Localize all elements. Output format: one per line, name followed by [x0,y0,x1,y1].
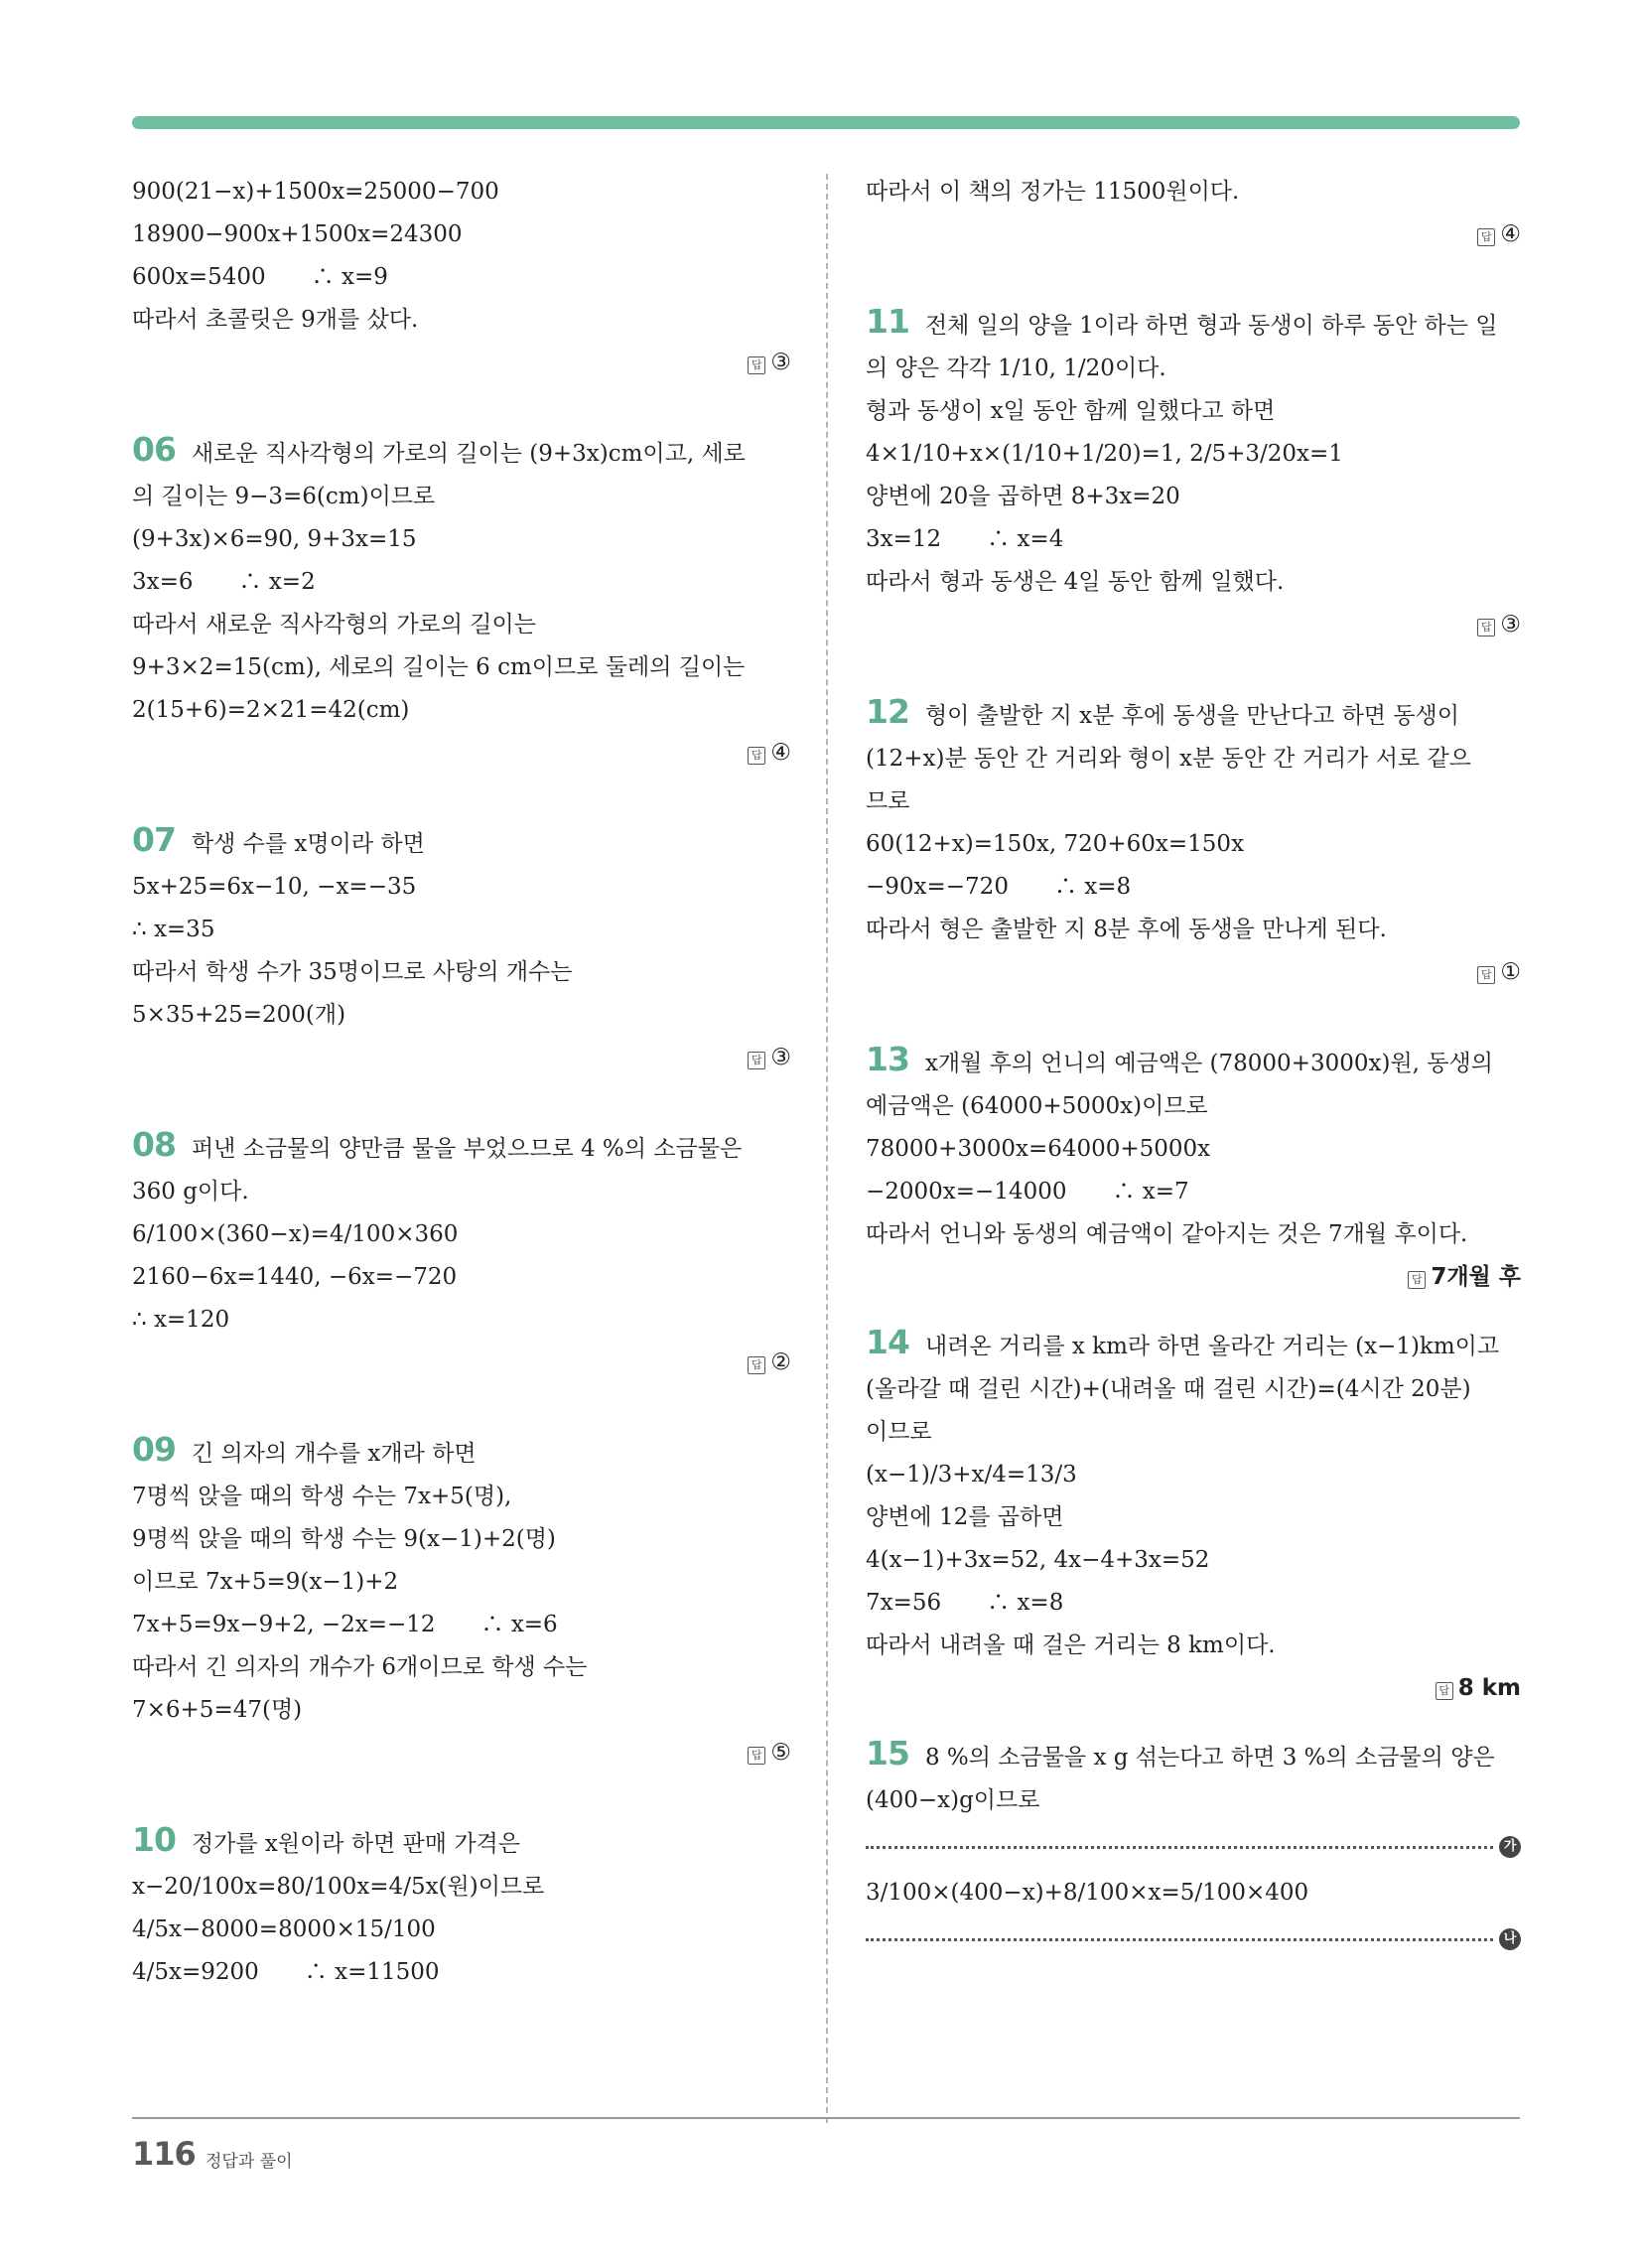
text-line: 9명씩 앉을 때의 학생 수는 9(x−1)+2(명) [132,1526,556,1552]
dotted-separator [866,1822,1521,1872]
text-line: (9+3x)×6=90, 9+3x=15 [132,526,417,552]
page-label: 정답과 풀이 [205,2152,293,2172]
text-line: 3x=12 ∴ x=4 [866,526,1064,552]
text-line: 7x=56 ∴ x=8 [866,1590,1064,1616]
problem-number: 08 [132,1125,176,1164]
answer-mark: 답 ④ [866,213,1521,256]
answer-icon: 답 [748,1052,765,1069]
text-line: 양변에 20을 곱하면 8+3x=20 [866,484,1180,509]
text-line: 2160−6x=1440, −6x=−720 [132,1264,458,1290]
text-line: 따라서 긴 의자의 개수가 6개이므로 학생 수는 [132,1654,588,1680]
text-line: 따라서 형과 동생은 4일 동안 함께 일했다. [866,569,1285,595]
text-line: −2000x=−14000 ∴ x=7 [866,1179,1189,1205]
answer-icon: 답 [1436,1682,1453,1700]
problem-10: 10 정가를 x원이라 하면 판매 가격은 x−20/100x=80/100x=4/5x(원)이므로 4/5x−8000=8000×15/100 4/5x=9200 ∴ x=11500 [132,1818,791,1994]
text-line: 의 길이는 9−3=6(cm)이므로 [132,484,436,509]
text-line: (올라갈 때 걸린 시간)+(내려올 때 걸린 시간)=(4시간 20분) [866,1376,1471,1402]
text-line: 따라서 초콜릿은 9개를 샀다. [132,307,419,333]
problem-11: 11 전체 일의 양을 1이라 하면 형과 동생이 하루 동안 하는 일 의 양은 각각 1/10, 1/20이다. 형과 동생이 x일 동안 함께 일했다고 하면 4×1/10+x×(1/10+1/20)=1, 2/5+3/20x=1 양변에 20을 곱하면 8+3x=20 3x=12 ∴ x=4 따라서 형과 동생은 4일 동안 함께 일했다. 답 ③ [866,300,1521,646]
problem-07: 07 학생 수를 x명이라 하면 5x+25=6x−10, −x=−35 ∴ x=35 따라서 학생 수가 35명이므로 사탕의 개수는 5×35+25=200(개) 답 ③ [132,818,791,1079]
text-line: 7명씩 앉을 때의 학생 수는 7x+5(명), [132,1484,512,1509]
problem-number: 13 [866,1040,909,1078]
answer-icon: 답 [748,747,765,765]
text-line: 예금액은 (64000+5000x)이므로 [866,1093,1208,1119]
text-line: 양변에 12를 곱하면 [866,1504,1064,1530]
text-line: 4(x−1)+3x=52, 4x−4+3x=52 [866,1547,1210,1573]
problem-15: 15 8 %의 소금물을 x g 섞는다고 하면 3 %의 소금물의 양은 (400−x)g이므로 가 3/100×(400−x)+8/100×x=5/100×400 나 [866,1732,1521,1964]
problem-08: 08 퍼낸 소금물의 양만큼 물을 부었으므로 4 %의 소금물은 360 g이다. 6/100×(360−x)=4/100×360 2160−6x=1440, −6x=−720 ∴ x=120 답 ② [132,1123,791,1384]
text-line: 2(15+6)=2×21=42(cm) [132,697,410,723]
answer-icon: 답 [1477,228,1495,246]
text-line: 따라서 학생 수가 35명이므로 사탕의 개수는 [132,959,573,985]
answer-icon: 답 [1477,966,1495,984]
equation-line: 6/100×(360−x)=4/100×360 [132,1221,459,1247]
text-line: (12+x)분 동안 간 거리와 형이 x분 동안 간 거리가 서로 같으 [866,746,1471,772]
text-line: 7x+5=9x−9+2, −2x=−12 ∴ x=6 [132,1612,558,1637]
mark-ga: 가 [1499,1836,1521,1858]
text-line: 따라서 형은 출발한 지 8분 후에 동생을 만나게 된다. [866,917,1387,942]
problem-number: 09 [132,1430,176,1469]
answer-mark: 답 ⑤ [132,1732,791,1774]
text-line: ∴ x=35 [132,917,215,942]
text-line: 따라서 이 책의 정가는 11500원이다. [866,179,1240,205]
text-line: 5×35+25=200(개) [132,1002,346,1028]
problem-12: 12 형이 출발한 지 x분 후에 동생을 만난다고 하면 동생이 (12+x)분 동안 간 거리와 형이 x분 동안 간 거리가 서로 같으 므로 60(12+x)=150x, 720+60x=150x −90x=−720 ∴ x=8 따라서 형은 출발한 지 8분 후에 동생을 만나게 된다. 답 ① [866,690,1521,994]
equation-line: x−20/100x=80/100x=4/5x(원)이므로 [132,1874,545,1900]
text-line: 의 양은 각각 1/10, 1/20이다. [866,355,1166,381]
page-number: 116 [132,2135,196,2173]
text-line: (400−x)g이므로 [866,1787,1040,1813]
text-line: 7×6+5=47(명) [132,1697,303,1723]
answer-icon: 답 [1477,619,1495,637]
text-line: 이므로 7x+5=9(x−1)+2 [132,1569,399,1595]
text-line: −90x=−720 ∴ x=8 [866,874,1132,900]
answer-mark: 답 ① [866,951,1521,994]
left-column [132,171,791,1994]
text-line: 9+3×2=15(cm), 세로의 길이는 6 cm이므로 둘레의 길이는 [132,654,746,680]
problem-09: 09 긴 의자의 개수를 x개라 하면 7명씩 앉을 때의 학생 수는 7x+5(명), 9명씩 앉을 때의 학생 수는 9(x−1)+2(명) 이므로 7x+5=9(x−1)+2 7x+5=9x−9+2, −2x=−12 ∴ x=6 따라서 긴 의자의 개수가 6개이므로 학생 수는 7×6+5=47(명) 답 ⑤ [132,1428,791,1774]
text-line: 따라서 내려올 때 걸은 거리는 8 km이다. [866,1632,1276,1658]
text-line: 형과 동생이 x일 동안 함께 일했다고 하면 [866,398,1276,424]
right-column [866,171,1521,1964]
equation-line: 4×1/10+x×(1/10+1/20)=1, 2/5+3/20x=1 [866,441,1343,467]
top-accent-bar [132,116,1520,129]
column-divider [826,174,828,2123]
problem-number: 15 [866,1734,909,1772]
equation-line: 4/5x−8000=8000×15/100 [132,1916,436,1942]
answer-mark: 답 7개월 후 [866,1256,1521,1299]
problem-number: 06 [132,430,176,469]
answer-mark: 답 ③ [132,342,791,384]
text-line: 이므로 [866,1419,932,1445]
problem-14: 14 내려온 거리를 x km라 하면 올라간 거리는 (x−1)km이고 (올라갈 때 걸린 시간)+(내려올 때 걸린 시간)=(4시간 20분) 이므로 (x−1)/3+x/4=13/3 양변에 12를 곱하면 4(x−1)+3x=52, 4x−4+3x=52 7x=56 ∴ x=8 따라서 내려올 때 걸은 거리는 8 km이다. 답 8 km [866,1321,1521,1710]
problem-06: 06 새로운 직사각형의 가로의 길이는 (9+3x)cm이고, 세로 의 길이는 9−3=6(cm)이므로 (9+3x)×6=90, 9+3x=15 3x=6 ∴ x=2 따라서 새로운 직사각형의 가로의 길이는 9+3×2=15(cm), 세로의 길이는 6 cm이므로 둘레의 길이는 2(15+6)=2×21=42(cm) 답 ④ [132,428,791,775]
equation-line: 3/100×(400−x)+8/100×x=5/100×400 [866,1880,1309,1906]
text-line: 므로 [866,788,910,814]
equation-line: (x−1)/3+x/4=13/3 [866,1462,1077,1488]
answer-mark: 답 ② [132,1342,791,1384]
text-line: 5x+25=6x−10, −x=−35 [132,874,417,900]
answer-icon: 답 [748,356,765,374]
answer-mark: 답 ④ [132,732,791,775]
text-line: 600x=5400 ∴ x=9 [132,264,388,290]
problem-number: 10 [132,1820,176,1859]
text-line: 따라서 언니와 동생의 예금액이 같아지는 것은 7개월 후이다. [866,1221,1468,1247]
answer-mark: 답 8 km [866,1667,1521,1710]
text-line: ∴ x=120 [132,1307,230,1333]
answer-icon: 답 [748,1747,765,1765]
problem-number: 14 [866,1323,909,1361]
dotted-separator [866,1914,1521,1964]
text-line: 360 g이다. [132,1179,249,1205]
text-line: 60(12+x)=150x, 720+60x=150x [866,831,1245,857]
mark-na: 나 [1499,1928,1521,1950]
text-line: 따라서 새로운 직사각형의 가로의 길이는 [132,612,536,638]
text-line: 900(21−x)+1500x=25000−700 [132,179,499,205]
text-line: 78000+3000x=64000+5000x [866,1136,1211,1162]
problem-number: 07 [132,820,176,859]
equation-line: 4/5x=9200 ∴ x=11500 [132,1959,440,1985]
text-line: 3x=6 ∴ x=2 [132,569,316,595]
footer-rule [132,2117,1520,2119]
problem-13: 13 x개월 후의 언니의 예금액은 (78000+3000x)원, 동생의 예금액은 (64000+5000x)이므로 78000+3000x=64000+5000x −2000x=−14000 ∴ x=7 따라서 언니와 동생의 예금액이 같아지는 것은 7개월 후이다. 답 7개월 후 [866,1038,1521,1299]
problem-number: 12 [866,692,909,731]
text-line: 18900−900x+1500x=24300 [132,221,463,247]
answer-mark: 답 ③ [132,1037,791,1079]
answer-icon: 답 [748,1356,765,1374]
problem-number: 11 [866,302,909,341]
answer-mark: 답 ③ [866,604,1521,646]
answer-icon: 답 [1408,1271,1426,1289]
